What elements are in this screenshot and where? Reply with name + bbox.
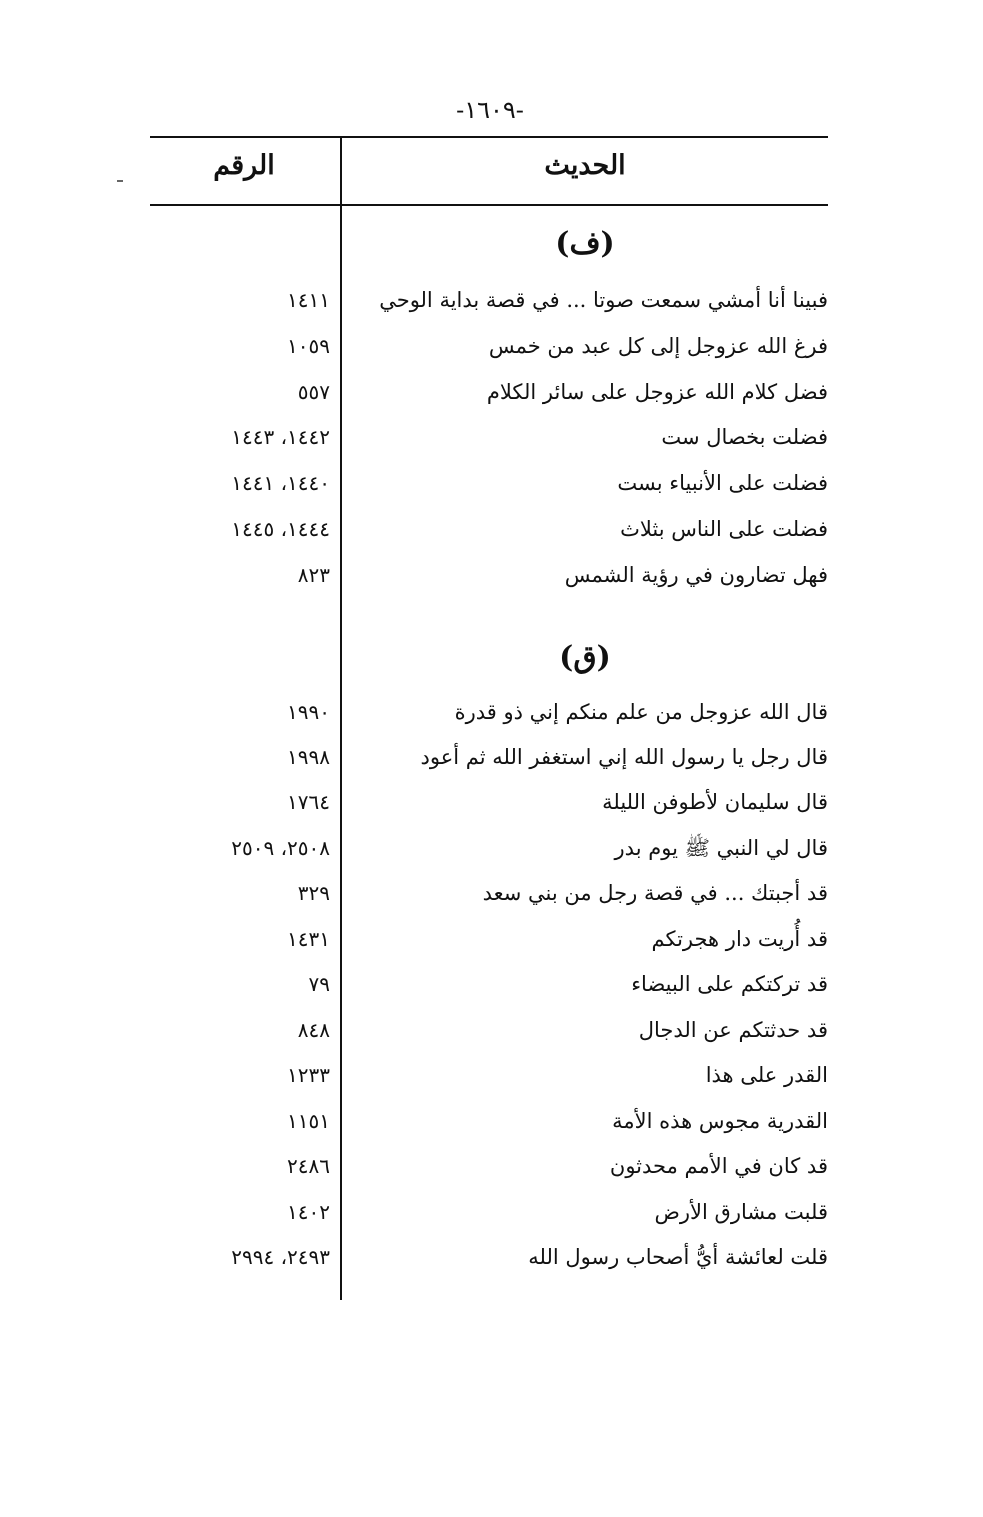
table-row: [150, 782, 828, 822]
section-letter-qaf: (ق): [559, 640, 611, 675]
hadith-text: قال لي النبي ﷺ يوم بدر: [614, 836, 828, 860]
table-header-rule: [150, 204, 828, 206]
table-row: [150, 828, 828, 868]
table-row: [150, 692, 828, 732]
table-row: [150, 280, 828, 320]
hadith-number: ١٠٥٩: [287, 334, 330, 358]
table-row: [150, 326, 828, 366]
hadith-text: قد حدثتكم عن الدجال: [638, 1018, 828, 1042]
table-row: [150, 417, 828, 457]
hadith-number: ١٩٩٨: [287, 745, 330, 769]
table-row: [150, 372, 828, 412]
hadith-text: قال الله عزوجل من علم منكم إني ذو قدرة: [454, 700, 828, 724]
table-row: [150, 1101, 828, 1141]
hadith-number: ٨٤٨: [297, 1018, 330, 1042]
hadith-number: ١١٥١: [287, 1109, 330, 1133]
hadith-text: قد أُريت دار هجرتكم: [651, 927, 828, 951]
table-row: [150, 1192, 828, 1232]
page-number: -١٦٠٩-: [456, 96, 524, 124]
hadith-number: ٧٩: [308, 972, 330, 996]
table-row: [150, 1055, 828, 1095]
section-letter-fa: (ف): [555, 226, 615, 261]
hadith-number: ١٩٩٠: [287, 700, 330, 724]
hadith-number: ٢٥٠٨، ٢٥٠٩: [231, 836, 330, 860]
table-row: [150, 555, 828, 595]
hadith-text: فهل تضارون في رؤية الشمس: [564, 563, 828, 587]
hadith-text: قد تركتكم على البيضاء: [631, 972, 828, 996]
hadith-text: قال سليمان لأطوفن الليلة: [602, 790, 828, 814]
hadith-text: فبينا أنا أمشي سمعت صوتا ... في قصة بداية الوحي: [379, 288, 828, 312]
hadith-number: ١٢٣٣: [287, 1063, 330, 1087]
hadith-text: قلبت مشارق الأرض: [654, 1200, 828, 1224]
column-header-number: الرقم: [213, 150, 275, 181]
hadith-text: قلت لعائشة أيُّ أصحاب رسول الله: [528, 1245, 828, 1269]
column-header-hadith: الحديث: [544, 150, 626, 181]
hadith-text: فضل كلام الله عزوجل على سائر الكلام: [486, 380, 828, 404]
hadith-text: فضلت على الأنبياء بست: [617, 471, 828, 495]
table-row: [150, 1237, 828, 1277]
hadith-text: قال رجل يا رسول الله إني استغفر الله ثم أعود: [420, 745, 828, 769]
hadith-text: فضلت على الناس بثلاث: [620, 517, 828, 541]
table-row: [150, 919, 828, 959]
hadith-number: ١٤٤٠، ١٤٤١: [231, 471, 330, 495]
table-row: [150, 509, 828, 549]
table-row: [150, 964, 828, 1004]
hadith-text: القدرية مجوس هذه الأمة: [612, 1109, 828, 1133]
hadith-number: ٨٢٣: [297, 563, 330, 587]
hadith-text: فرغ الله عزوجل إلى كل عبد من خمس: [488, 334, 828, 358]
hadith-number: ٣٢٩: [297, 881, 330, 905]
hadith-number: ١٤٣١: [287, 927, 330, 951]
hadith-number: ٥٥٧: [297, 380, 330, 404]
hadith-number: ١٤٠٢: [287, 1200, 330, 1224]
hadith-number: ١٧٦٤: [287, 790, 330, 814]
hadith-number: ٢٤٨٦: [287, 1154, 330, 1178]
hadith-text: فضلت بخصال ست: [661, 425, 828, 449]
hadith-text: قد كان في الأمم محدثون: [609, 1154, 828, 1178]
table-row: [150, 1146, 828, 1186]
hadith-number: ١٤٤٢، ١٤٤٣: [231, 425, 330, 449]
hadith-number: ١٤٤٤، ١٤٤٥: [231, 517, 330, 541]
table-row: [150, 873, 828, 913]
table-top-rule: [150, 136, 828, 138]
hadith-number: ١٤١١: [287, 288, 330, 312]
hadith-number: ٢٤٩٣، ٢٩٩٤: [231, 1245, 330, 1269]
table-row: [150, 737, 828, 777]
scan-speck: [117, 180, 123, 182]
hadith-text: القدر على هذا: [705, 1063, 828, 1087]
table-row: [150, 463, 828, 503]
table-row: [150, 1010, 828, 1050]
hadith-text: قد أجبتك ... في قصة رجل من بني سعد: [482, 881, 828, 905]
